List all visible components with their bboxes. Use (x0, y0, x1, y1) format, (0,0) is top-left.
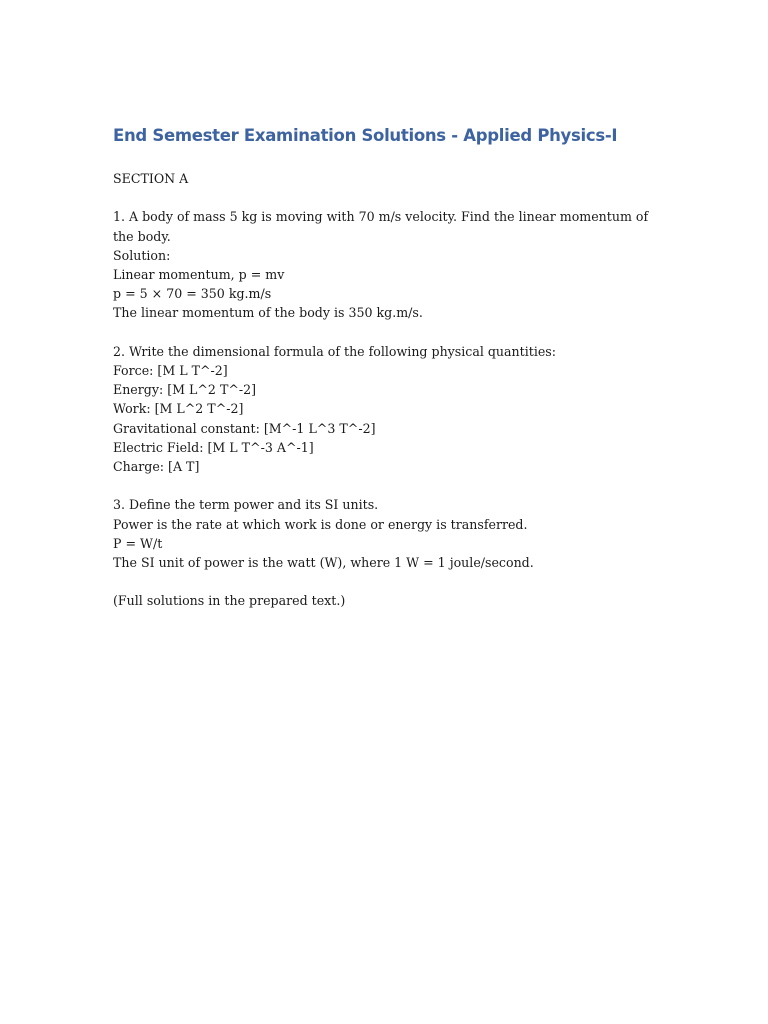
answer-line: Work: [M L^2 T^-2] (113, 401, 244, 417)
answer-line: Power is the rate at which work is done or energy is transferred. (113, 516, 528, 532)
answer-line: Electric Field: [M L T^-3 A^-1] (113, 439, 314, 455)
question-text: 3. Define the term power and its SI units. (113, 497, 379, 513)
question-3 (113, 495, 653, 572)
question-2 (113, 342, 653, 476)
document-content (113, 124, 653, 611)
solution-line: p = 5 × 70 = 350 kg.m/s (113, 286, 272, 302)
answer-line: Gravitational constant: [M^-1 L^3 T^-2] (113, 420, 376, 436)
question-text: 2. Write the dimensional formula of the following physical quantities: (113, 343, 557, 359)
question-1-prompt (113, 207, 653, 322)
footer-note: (Full solutions in the prepared text.) (113, 593, 346, 609)
question-3-prompt (113, 495, 653, 572)
answer-line: P = W/t (113, 535, 163, 551)
document-title: End Semester Examination Solutions - Applied Physics-I (113, 126, 618, 145)
answer-line: Energy: [M L^2 T^-2] (113, 382, 257, 398)
answer-line: Charge: [A T] (113, 459, 200, 475)
question-text: 1. A body of mass 5 kg is moving with 70 m/s velocity. Find the linear momentum of the body. (113, 209, 649, 244)
question-1 (113, 207, 653, 322)
solution-line: The linear momentum of the body is 350 kg.m/s. (113, 305, 423, 321)
question-2-prompt (113, 342, 653, 476)
answer-line: The SI unit of power is the watt (W), where 1 W = 1 joule/second. (113, 555, 534, 571)
answer-line: Force: [M L T^-2] (113, 363, 228, 378)
solution-label: Solution: (113, 247, 171, 263)
solution-line: Linear momentum, p = mv (113, 267, 285, 282)
section-label: SECTION A (113, 171, 189, 186)
